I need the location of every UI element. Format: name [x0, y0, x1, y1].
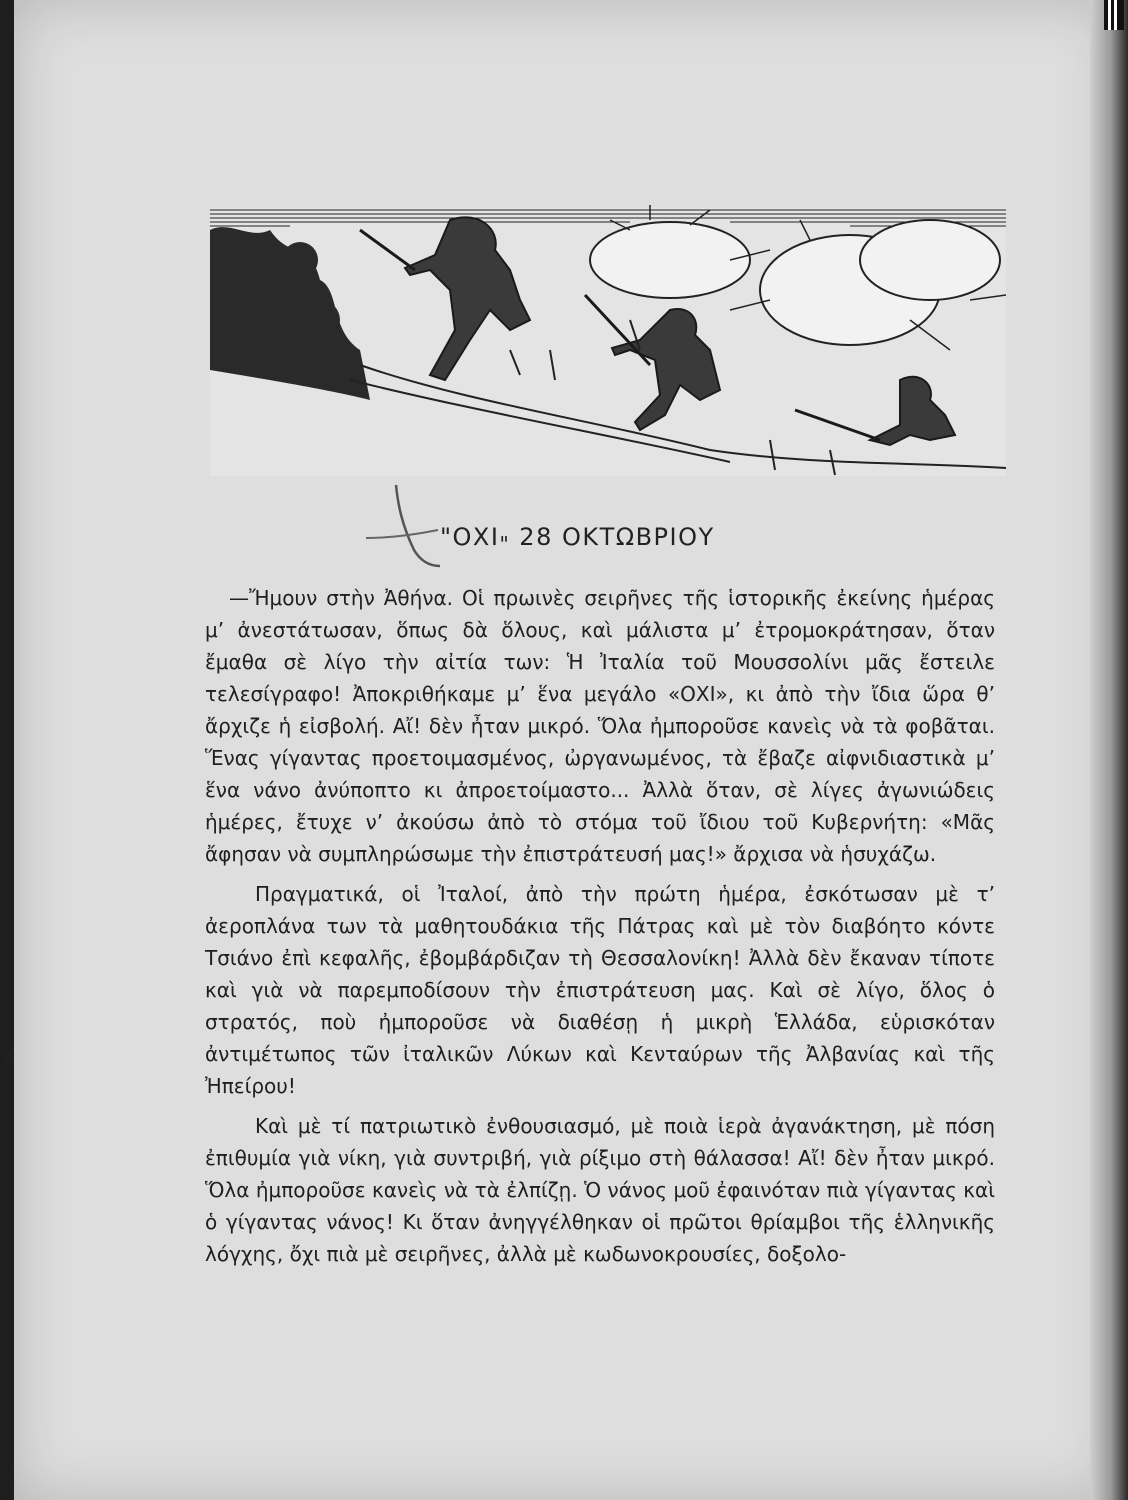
title-date: 28 ΟΚΤΩΒΡΙΟΥ [519, 523, 715, 551]
battle-illustration [210, 200, 1006, 480]
chapter-title [440, 523, 721, 556]
title-quote-close: " [499, 531, 511, 556]
paragraph-1: —Ἤμουν στὴν Ἀθήνα. Οἱ πρωινὲς σειρῆνες τῆς ἱστορικῆς ἐκείνης ἡμέρας μ’ ἀνεστάτωσαν, ὅπως δὰ ὅλους, καὶ μάλιστα μ’ ἐτρομοκράτησαν, ὅταν ἔμαθα σὲ λίγο τὴν αἰτία των: Ἡ Ἰταλία τοῦ Μουσσολίνι μᾶς ἔστειλε τελεσίγραφο! Ἀποκριθήκαμε μ’ ἕνα μεγάλο «ΟΧΙ», κι ἀπὸ τὴν ἴδια ὥρα θ’ ἄρχιζε ἡ εἰσβολή. Αἴ! δὲν ἦταν μικρό. Ὅλα ἠμποροῦσε κανεὶς νὰ τὰ φοβᾶται. Ἕνας γίγαντας προετοιμασμένος, ὠργανωμένος, τὰ ἔβαζε αἰφνιδιαστικὰ μ’ ἕνα νάνο ἀνύποπτο κι ἀπροετοίμαστο... Ἀλλὰ ὅταν, σὲ λίγες ἀγωνιώδεις ἡμέρες, ἔτυχε ν’ ἀκούσω ἀπὸ τὸ στόμα τοῦ ἴδιου τοῦ Κυβερνήτη: «Μᾶς ἄφησαν νὰ συμπληρώσωμε τὴν ἐπιστράτευσή μας!» ἄρχισα νὰ ἡσυχάζω. [205, 586, 995, 866]
title-quote-open: "ΟΧΙ [440, 523, 500, 551]
corner-mark [1100, 0, 1128, 36]
book-edge [1090, 0, 1128, 1500]
paragraph-2: Πραγματικά, οἱ Ἰταλοί, ἀπὸ τὴν πρώτη ἡμέρα, ἐσκότωσαν μὲ τ’ ἀεροπλάνα των τὰ μαθητουδάκια τῆς Πάτρας καὶ μὲ τὸν διαβόητο κόντε Τσιάνο ἐπὶ κεφαλῆς, ἐβομβάρδιζαν τὴ Θεσσαλονίκη! Ἀλλὰ δὲν ἔκαναν τίποτε καὶ γιὰ νὰ παρεμποδίσουν τὴν ἐπιστράτευση μας. Καὶ σὲ λίγο, ὅλος ὁ στρατός, ποὺ ἠμποροῦσε νὰ διαθέσῃ ἡ μικρὴ Ἑλλάδα, εὑρισκόταν ἀντιμέτωπος τῶν ἰταλικῶν Λύκων καὶ Κενταύρων τῆς Ἀλβανίας καὶ τῆς Ἠπείρου! [205, 882, 995, 1098]
paragraph-3: Καὶ μὲ τί πατριωτικὸ ἐνθουσιασμό, μὲ ποιὰ ἱερὰ ἀγανάκτηση, μὲ πόση ἐπιθυμία γιὰ νίκη, γιὰ συντριβή, γιὰ ρίξιμο στὴ θάλασσα! Αἴ! δὲν ἦταν μικρό. Ὅλα ἠμποροῦσε κανεὶς νὰ τὰ ἐλπίζῃ. Ὁ νάνος μοῦ ἐφαινόταν πιὰ γίγαντας καὶ ὁ γίγαντας νάνος! Κι ὅταν ἀνηγγέλθηκαν οἱ πρῶτοι θρίαμβοι τῆς ἑλληνικῆς λόγχης, ὄχι πιὰ μὲ σειρῆνες, ἀλλὰ μὲ κωδωνοκρουσίες, δοξολο- [205, 1114, 995, 1266]
pencil-annotation [362, 480, 452, 570]
margin-mark [0, 1040, 16, 1070]
body-text [205, 582, 995, 1278]
